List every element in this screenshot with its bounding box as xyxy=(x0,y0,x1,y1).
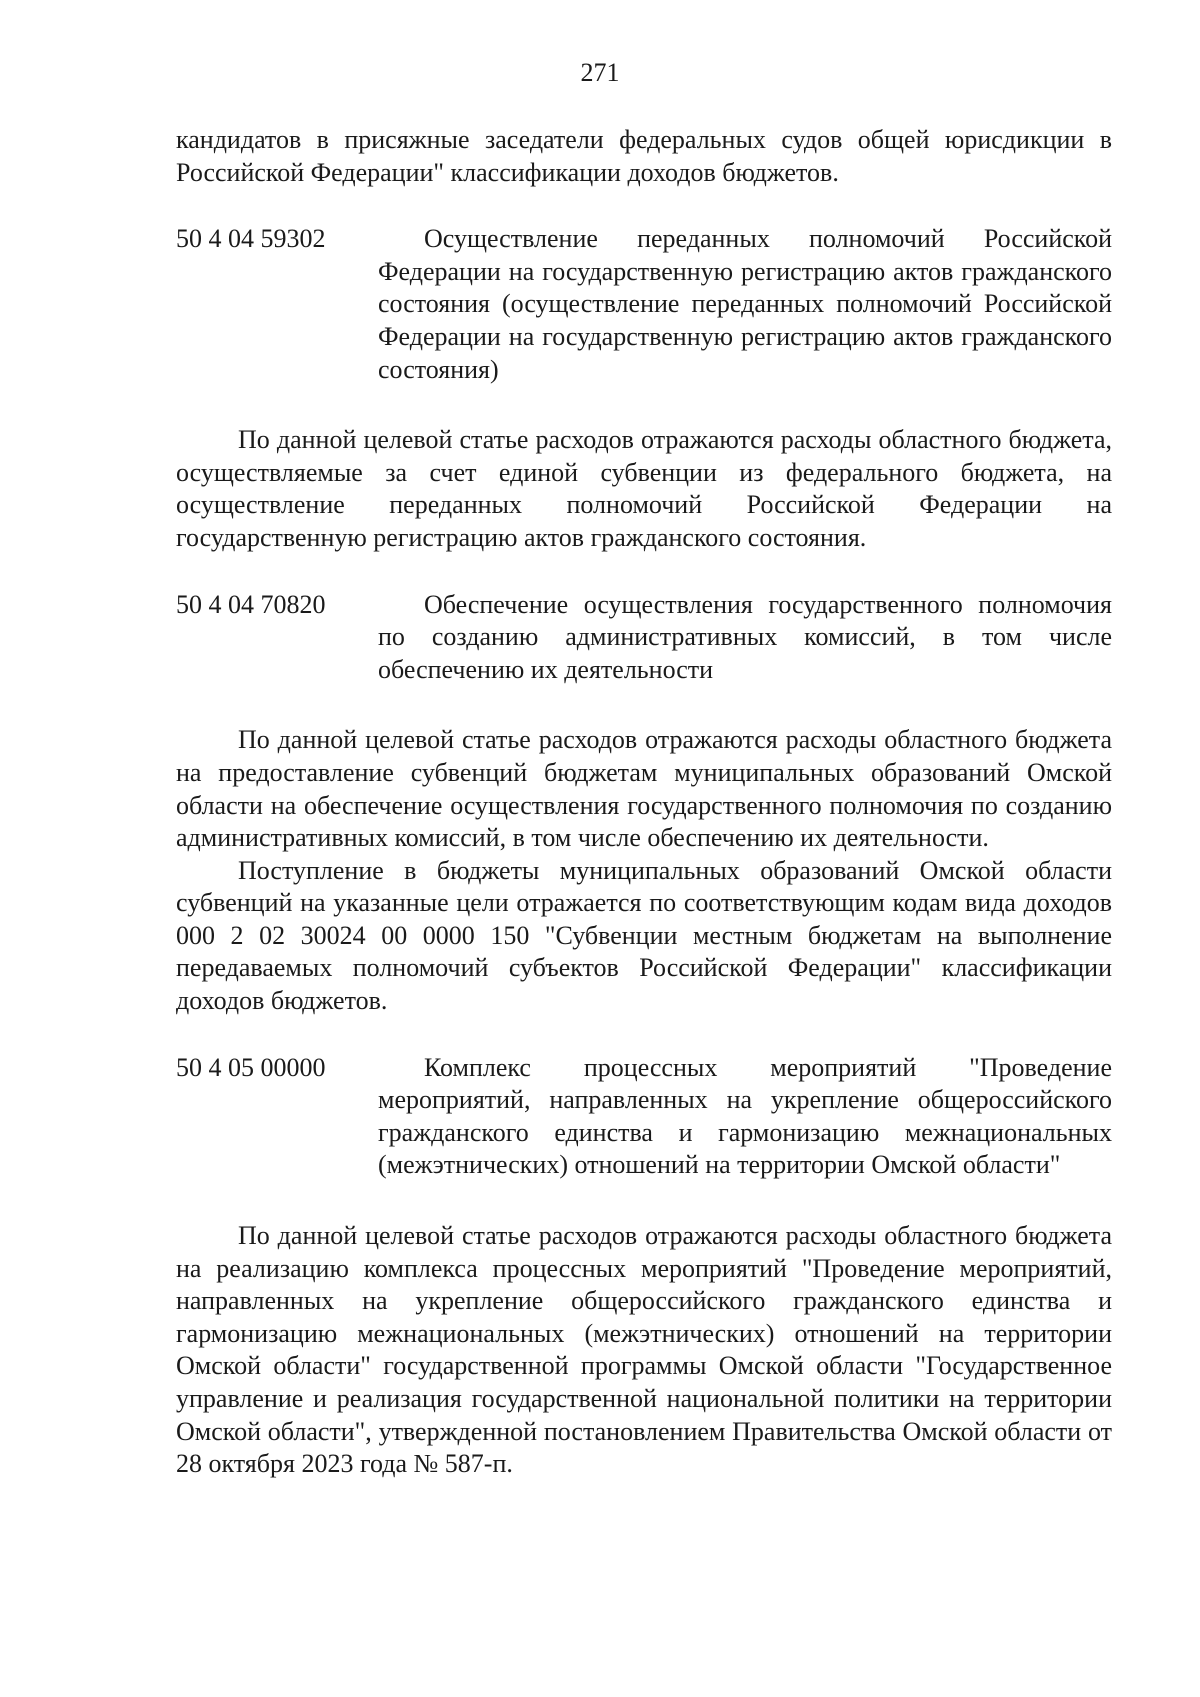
page-number: 271 xyxy=(580,58,620,87)
section-paragraph: По данной целевой статье расходов отражаются расходы областного бюджета на предоставление субвенций бюджетам муниципальных образований Омской области на обеспечение осуществления государственного полномочия по созданию административных комиссий, в том числе обеспечению их деятельности. xyxy=(176,725,1112,853)
section-50-4-05-00000 xyxy=(176,1052,1112,1481)
section-title: Осуществление переданных полномочий Российской Федерации на государственную регистрацию актов гражданского состояния (осуществление переданных полномочий Российской Федерации на государственную регистрацию актов гражданского состояния) xyxy=(378,224,1112,384)
section-title: Комплекс процессных мероприятий "Проведение мероприятий, направленных на укрепление общероссийского гражданского единства и гармонизацию межнациональных (межэтнических) отношений на территории Омской области" xyxy=(378,1052,1112,1180)
section-title: Обеспечение осуществления государственного полномочия по созданию административных комиссий, в том числе обеспечению их деятельности xyxy=(378,589,1112,684)
section-heading xyxy=(176,589,1112,687)
section-heading xyxy=(176,1052,1112,1182)
section-code: 50 4 04 70820 xyxy=(176,589,326,619)
section-code: 50 4 04 59302 xyxy=(176,224,326,254)
section-paragraph: Поступление в бюджеты муниципальных образований Омской области субвенций на указанные цели отражается по соответствующим кодам вида доходов 000 2 02 30024 00 0000 150 "Субвенции местным бюджетам на выполнение передаваемых полномочий субъектов Российской Федерации" классификации доходов бюджетов. xyxy=(176,855,1112,1016)
section-50-4-04-59302 xyxy=(176,223,1112,554)
section-paragraph: По данной целевой статье расходов отражаются расходы областного бюджета, осуществляемые за счет единой субвенции из федерального бюджета, на осуществление переданных полномочий Российской Федерации на государственную регистрацию актов гражданского состояния. xyxy=(176,425,1112,552)
section-paragraph: По данной целевой статье расходов отражаются расходы областного бюджета на реализацию комплекса процессных мероприятий "Проведение мероприятий, направленных на укрепление общероссийского гражданского единства и гармонизацию межнациональных (межэтнических) отношений на территории Омской области" государственной программы Омской области "Государственное управление и реализация государственной национальной политики на территории Омской области", утвержденной постановлением Правительства Омской области от 28 октября 2023 года № 587-п. xyxy=(176,1221,1112,1479)
section-heading xyxy=(176,223,1112,386)
continuation-paragraph: кандидатов в присяжные заседатели федеральных судов общей юрисдикции в Российской Федерации" классификации доходов бюджетов. xyxy=(176,125,1112,187)
document-body xyxy=(176,124,1112,1481)
section-50-4-04-70820 xyxy=(176,589,1112,1018)
section-code: 50 4 05 00000 xyxy=(176,1052,326,1082)
